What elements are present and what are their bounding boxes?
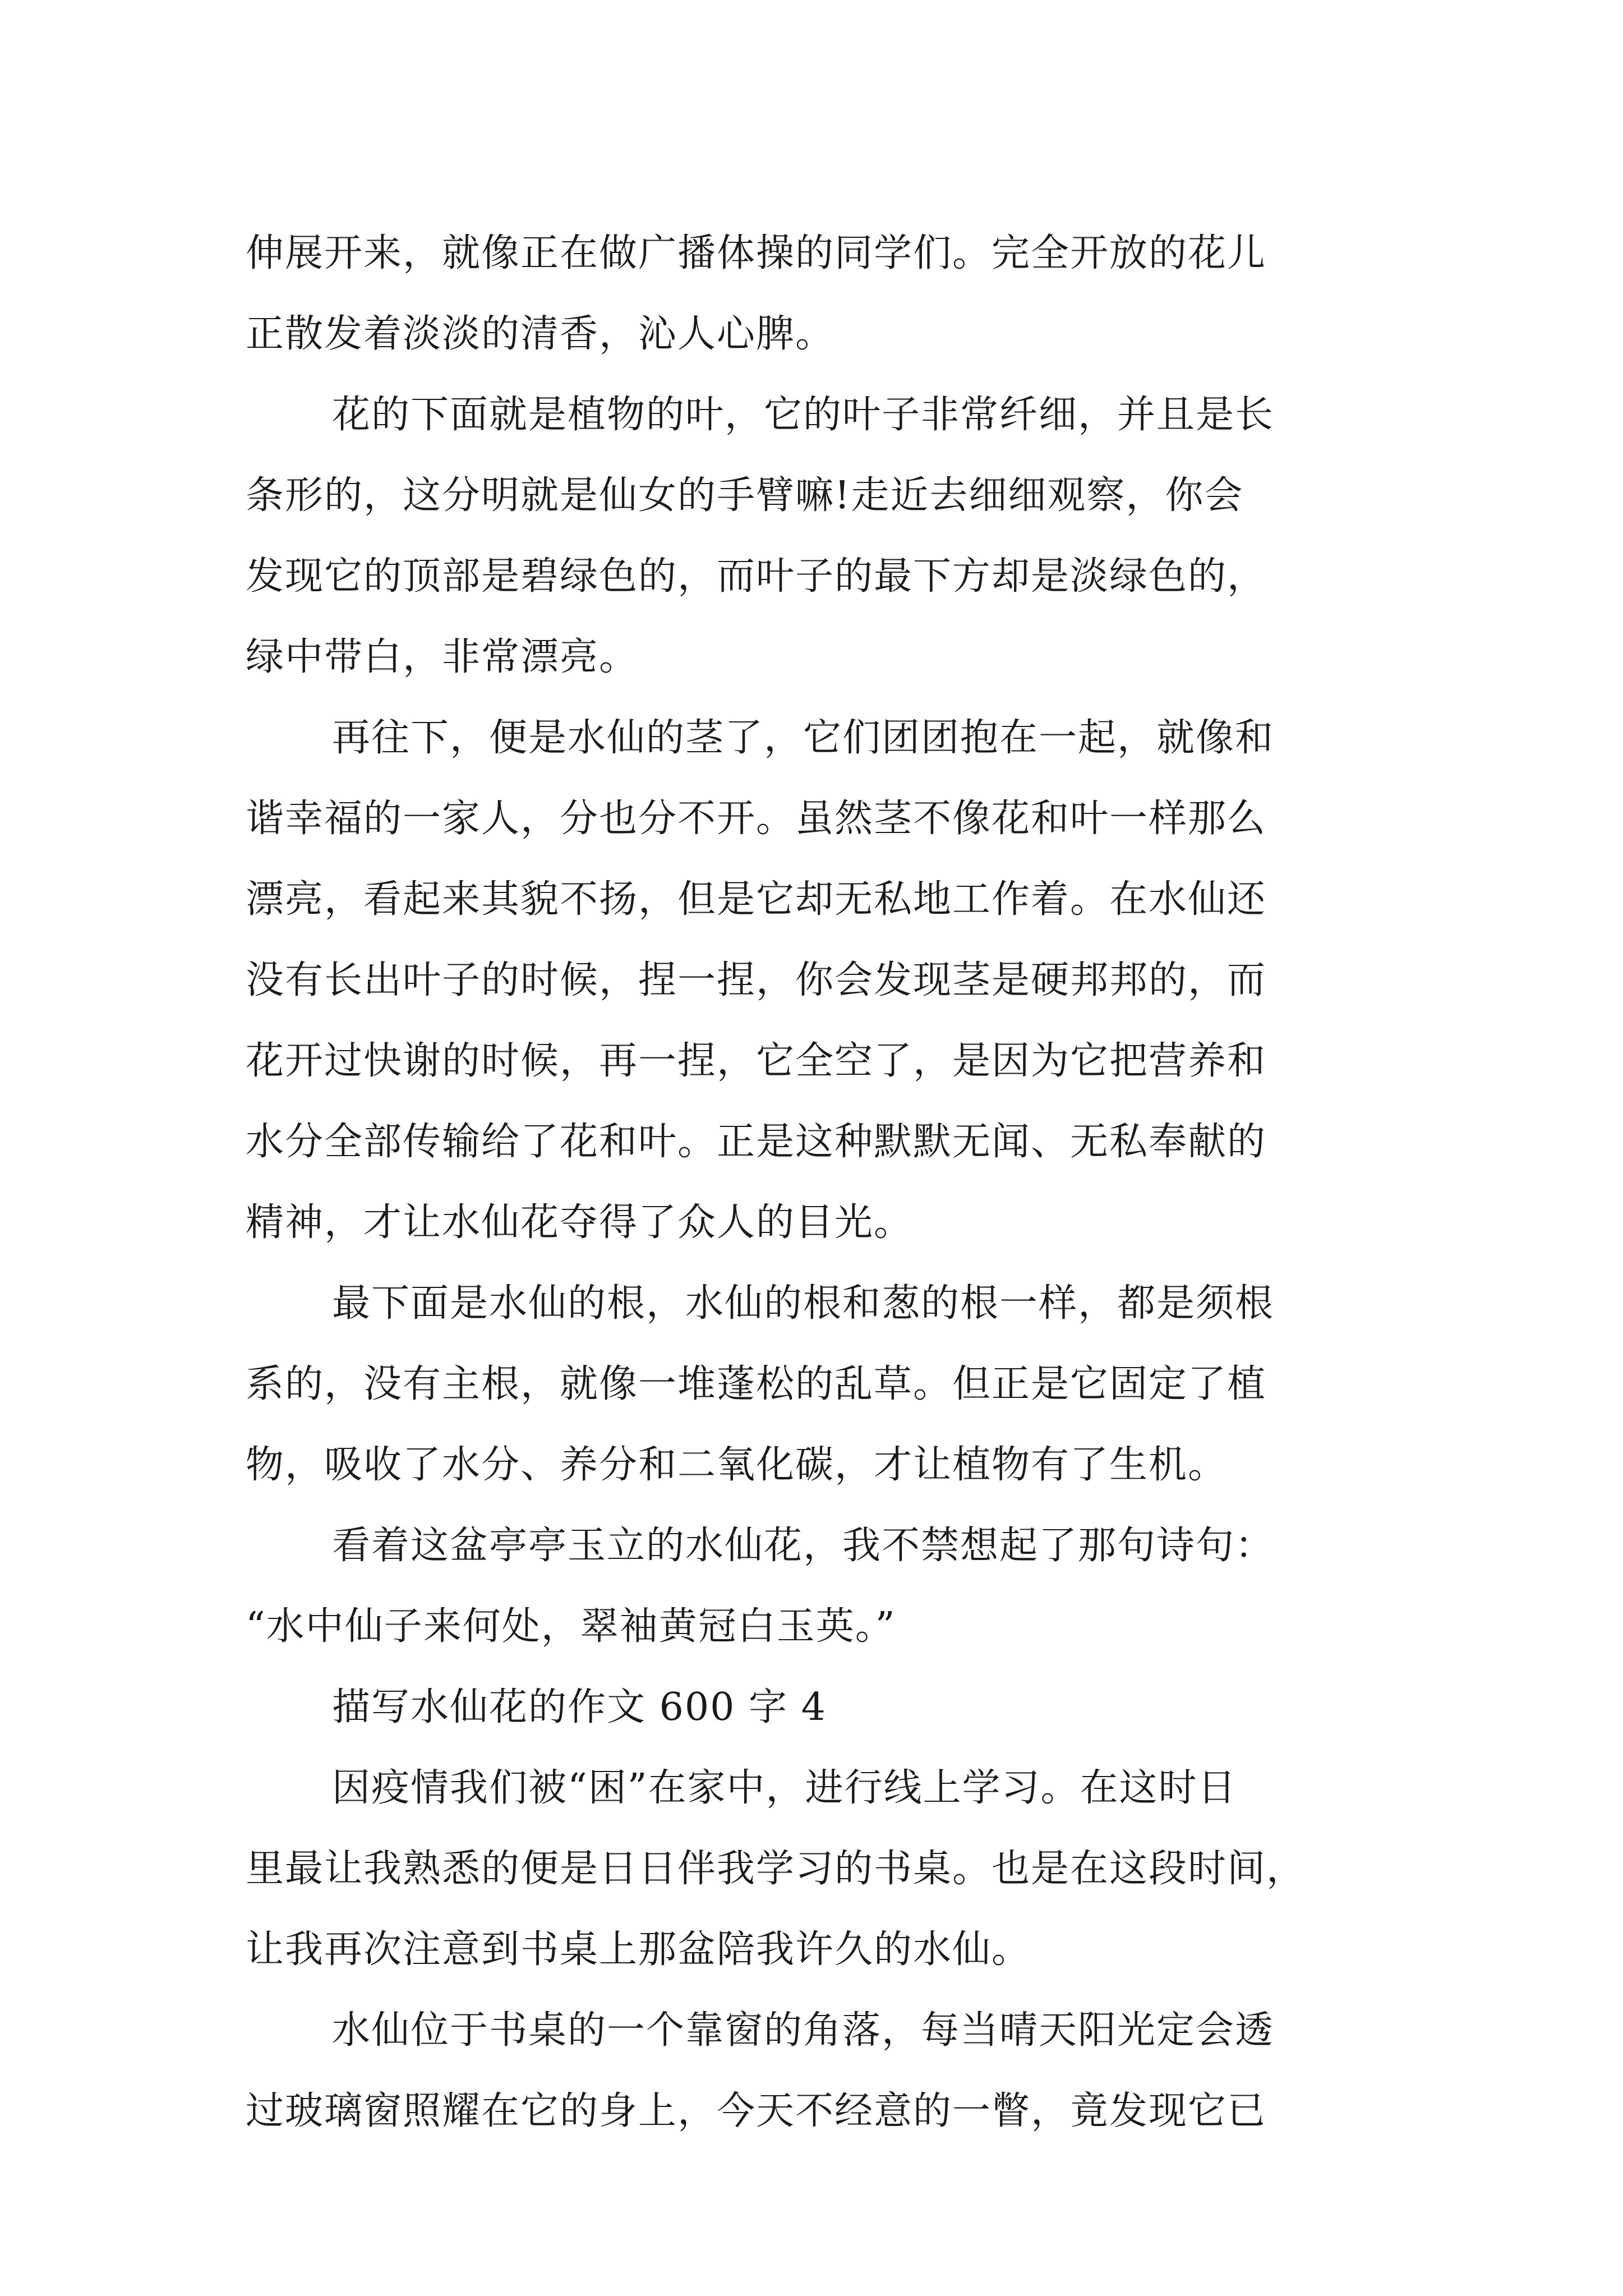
document-body xyxy=(246,213,1395,2152)
text-line: 精神，才让水仙花夺得了众人的目光。 xyxy=(246,1200,914,1245)
text-line: 里最让我熟悉的便是日日伴我学习的书桌。也是在这段时间， xyxy=(246,1847,1306,1891)
text-line: 水仙位于书桌的一个靠窗的角落，每当晴天阳光定会透 xyxy=(332,2008,1275,2053)
text-line: 让我再次注意到书桌上那盆陪我许久的水仙。 xyxy=(246,1927,1031,1972)
text-line: 过玻璃窗照耀在它的身上，今天不经意的一瞥，竟发现它已 xyxy=(246,2089,1267,2133)
text-line: 花开过快谢的时候，再一捏，它全空了，是因为它把营养和 xyxy=(246,1039,1267,1083)
text-line: 绿中带白，非常漂亮。 xyxy=(246,635,639,679)
text-line: 系的，没有主根，就像一堆蓬松的乱草。但正是它固定了植 xyxy=(246,1362,1267,1406)
text-line: 发现它的顶部是碧绿色的，而叶子的最下方却是淡绿色的， xyxy=(246,554,1267,599)
text-line: 没有长出叶子的时候，捏一捏，你会发现茎是硬邦邦的，而 xyxy=(246,958,1267,1002)
section-heading: 描写水仙花的作文 600 字 4 xyxy=(332,1685,827,1729)
text-line: 看着这盆亭亭玉立的水仙花，我不禁想起了那句诗句： xyxy=(332,1524,1275,1568)
text-line: 再往下，便是水仙的茎了，它们团团抱在一起，就像和 xyxy=(332,716,1275,760)
text-line: 伸展开来，就像正在做广播体操的同学们。完全开放的花儿 xyxy=(246,231,1267,275)
text-line: 花的下面就是植物的叶，它的叶子非常纤细，并且是长 xyxy=(332,393,1275,437)
text-line: 条形的，这分明就是仙女的手臂嘛!走近去细细观察，你会 xyxy=(246,473,1244,518)
text-line: 正散发着淡淡的清香，沁人心脾。 xyxy=(246,312,835,356)
text-line: 水分全部传输给了花和叶。正是这种默默无闻、无私奉献的 xyxy=(246,1120,1267,1164)
text-line: 物，吸收了水分、养分和二氧化碳，才让植物有了生机。 xyxy=(246,1443,1228,1487)
text-line: “水中仙子来何处，翠袖黄冠白玉英。” xyxy=(246,1604,896,1649)
text-line: 最下面是水仙的根，水仙的根和葱的根一样，都是须根 xyxy=(332,1281,1275,1326)
text-line: 谐幸福的一家人，分也分不开。虽然茎不像花和叶一样那么 xyxy=(246,797,1267,841)
text-line: 漂亮，看起来其貌不扬，但是它却无私地工作着。在水仙还 xyxy=(246,877,1267,922)
text-line: 因疫情我们被“困”在家中，进行线上学习。在这时日 xyxy=(332,1766,1237,1810)
